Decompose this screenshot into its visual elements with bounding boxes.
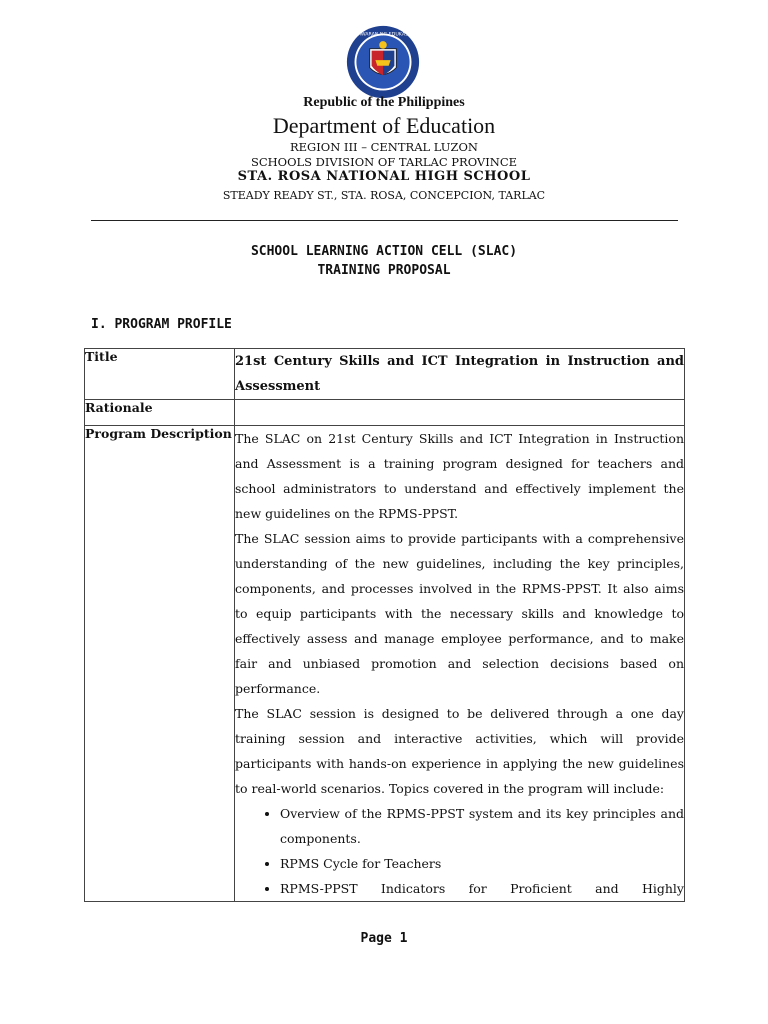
row-label-rationale: Rationale [85,400,235,426]
deped-seal-icon [345,24,421,100]
header-divider [91,220,678,221]
description-paragraph: The SLAC session is designed to be delivered through a one day training session and interactive activities, which will provide participants with hands-on experience in applying the new guidelines to real-world scenarios. Topics covered in the program will include: [235,706,684,796]
table-row [85,400,685,426]
region-line: REGION III – CENTRAL LUZON [290,140,478,154]
table-row [85,426,685,902]
rationale-value [235,400,685,426]
school-name: STA. ROSA NATIONAL HIGH SCHOOL [237,169,531,184]
row-label-description: Program Description [85,426,235,902]
section-heading: I. PROGRAM PROFILE [91,317,232,332]
list-item: • RPMS-PPST Indicators for Proficient and Highly [280,876,684,901]
row-label-title: Title [85,349,235,400]
topics-list [235,801,684,901]
division-line: SCHOOLS DIVISION OF TARLAC PROVINCE [250,155,518,169]
svg-text:KAGAWARAN NG EDUKASYON: KAGAWARAN NG EDUKASYON [347,32,419,38]
description-paragraph: The SLAC on 21st Century Skills and ICT Integration in Instruction and Assessment is a training program designed for teachers and school administrators to understand and effectively implement the new guidelines on the RPMS-PPST. [235,431,684,521]
list-item: • RPMS Cycle for Teachers [280,851,684,876]
program-description [235,426,685,902]
school-address: STEADY READY ST., STA. ROSA, CONCEPCION, TARLAC [222,189,546,202]
republic-line: Republic of the Philippines [303,95,465,110]
program-profile-table [84,348,685,902]
table-row [85,349,685,400]
department-title: Department of Education [272,113,496,138]
program-title-value: 21st Century Skills and ICT Integration in Instruction and Assessment [235,354,684,394]
document-title-line1: SCHOOL LEARNING ACTION CELL (SLAC) [250,244,518,259]
description-paragraph: The SLAC session aims to provide participants with a comprehensive understanding of the new guidelines, including the key principles, components, and processes involved in the RPMS-PPST. It also aims to equip participants with the necessary skills and knowledge to effectively assess and manage employee performance, and to make fair and unbiased promotion and selection decisions based on performance. [235,531,684,696]
list-item: • Overview of the RPMS-PPST system and its key principles and components. [280,801,684,851]
document-title-line2: TRAINING PROPOSAL [317,263,451,278]
page-number: Page 1 [360,931,408,946]
